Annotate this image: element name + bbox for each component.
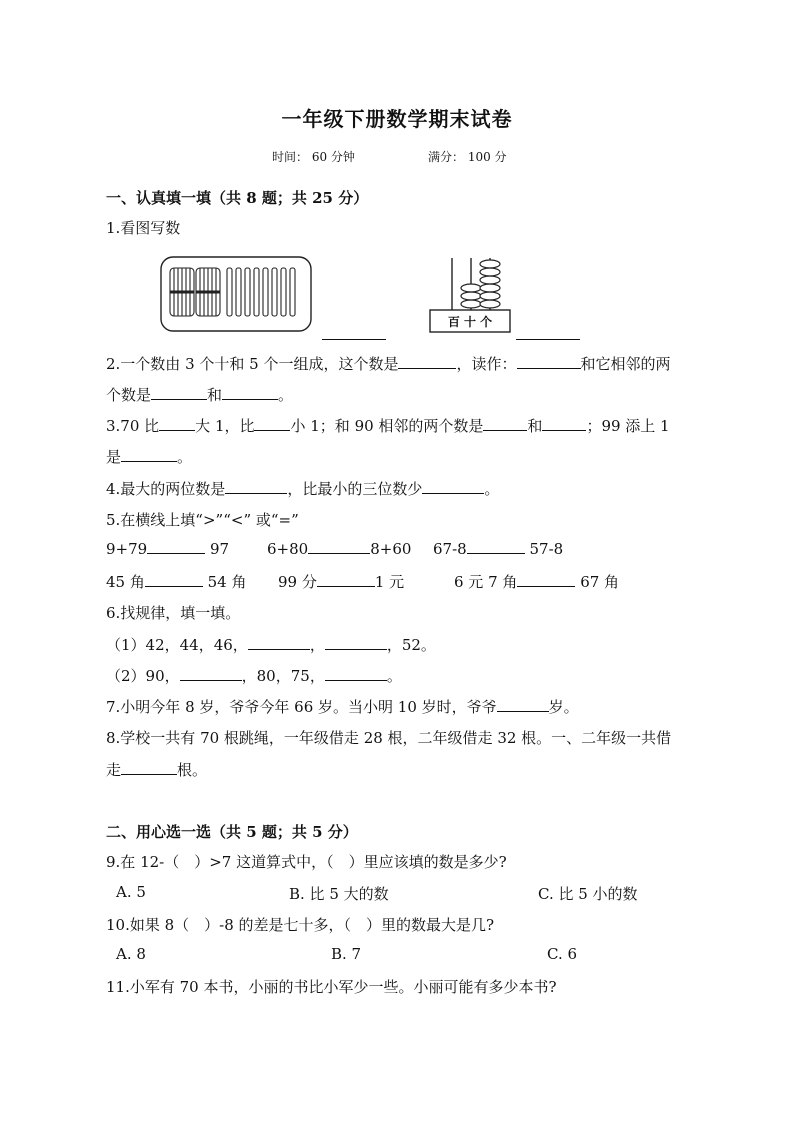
q4-blank-1[interactable] xyxy=(225,492,287,494)
q5-text: 5.在横线上填“>”“<” 或“=” xyxy=(106,511,299,529)
q8-line1: 8.学校一共有 70 根跳绳，一年级借走 28 根，二年级借走 32 根。一、二年级一共借 xyxy=(106,729,672,747)
q5-blank[interactable] xyxy=(317,585,375,587)
q6-2-line: （2）90， ，80，75， 。 xyxy=(106,667,402,685)
q9-option-a[interactable]: A. 5 xyxy=(116,883,146,901)
q3-blank-3[interactable] xyxy=(483,429,527,431)
q8-blank[interactable] xyxy=(121,773,177,775)
q9-text: 9.在 12-（ ）>7 这道算式中，（ ）里应该填的数是多少? xyxy=(106,853,507,871)
q5-r1-c2: 6+80 8+60 xyxy=(267,540,412,558)
q5-r2-c1: 45 角 54 角 xyxy=(106,573,247,591)
q5-r1-c1: 9+79 97 xyxy=(106,540,230,558)
q8-line2: 走 根。 xyxy=(106,761,208,779)
abacus-label: 百 十 个 xyxy=(447,315,493,329)
q4-line: 4.最大的两位数是 ，比最小的三位数少 。 xyxy=(106,480,500,498)
bundle-of-ten-1 xyxy=(170,268,194,316)
q2-blank-neighbor-2[interactable] xyxy=(222,398,278,400)
q10-option-c[interactable]: C. 6 xyxy=(547,945,578,963)
q3-blank-5[interactable] xyxy=(121,460,177,462)
q6-1-blank-1[interactable] xyxy=(248,648,310,650)
q9-option-c[interactable]: C. 比 5 小的数 xyxy=(538,885,638,903)
q2-blank-number[interactable] xyxy=(398,367,456,369)
page-title: 一年级下册数学期末试卷 xyxy=(281,107,513,131)
q3-blank-1[interactable] xyxy=(159,429,195,431)
q5-blank[interactable] xyxy=(467,552,525,554)
q1-answer-blank-2[interactable] xyxy=(516,338,580,340)
q1-answer-blank-1[interactable] xyxy=(322,338,386,340)
q2-blank-neighbor-1[interactable] xyxy=(151,398,207,400)
q10-option-b[interactable]: B. 7 xyxy=(331,945,362,963)
q6-1-blank-2[interactable] xyxy=(325,648,387,650)
q5-r2-c2: 99 分 1 元 xyxy=(278,573,405,591)
q7-line: 7.小明今年 8 岁，爷爷今年 66 岁。当小明 10 岁时，爷爷 岁。 xyxy=(106,698,579,716)
q6-text: 6.找规律，填一填。 xyxy=(106,604,241,622)
q3-line2: 是 。 xyxy=(106,448,193,466)
q9-option-b[interactable]: B. 比 5 大的数 xyxy=(289,885,389,903)
sticks-picture xyxy=(160,256,312,332)
q2-blank-reading[interactable] xyxy=(517,367,581,369)
section1-heading: 一、认真填一填（共 8 题；共 25 分） xyxy=(106,189,369,207)
q2-line1: 2.一个数由 3 个十和 5 个一组成，这个数是 ，读作： 和它相邻的两 xyxy=(106,355,671,373)
q6-2-blank-1[interactable] xyxy=(180,679,242,681)
q5-blank[interactable] xyxy=(517,585,575,587)
q3-blank-4[interactable] xyxy=(542,429,586,431)
q5-r2-c3: 6 元 7 角 67 角 xyxy=(454,573,620,591)
q5-r1-c3: 67-8 57-8 xyxy=(433,540,564,558)
q2-line2: 个数是 和 。 xyxy=(106,386,294,404)
q7-blank[interactable] xyxy=(497,710,549,712)
q11-text: 11.小军有 70 本书，小丽的书比小军少一些。小丽可能有多少本书? xyxy=(106,978,557,996)
q3-blank-2[interactable] xyxy=(254,429,290,431)
bundle-of-ten-2 xyxy=(196,268,220,316)
q5-blank[interactable] xyxy=(145,585,203,587)
q5-blank[interactable] xyxy=(147,552,205,554)
q3-line1: 3.70 比 大 1，比 小 1；和 90 相邻的两个数是 和 ；99 添上 1 xyxy=(106,417,670,435)
q10-option-a[interactable]: A. 8 xyxy=(116,945,146,963)
exam-time: 时间： 60 分钟 xyxy=(272,150,355,164)
q6-2-blank-2[interactable] xyxy=(325,679,387,681)
q5-blank[interactable] xyxy=(308,552,370,554)
q10-text: 10.如果 8（ ）-8 的差是七十多，（ ）里的数最大是几? xyxy=(106,916,495,934)
q4-blank-2[interactable] xyxy=(422,492,484,494)
q1-text: 1.看图写数 xyxy=(106,219,181,237)
exam-score: 满分： 100 分 xyxy=(428,150,507,164)
abacus-picture xyxy=(428,256,512,336)
section2-heading: 二、用心选一选（共 5 题；共 5 分） xyxy=(106,823,358,841)
q6-1-line: （1）42，44，46， ， ，52。 xyxy=(106,636,436,654)
